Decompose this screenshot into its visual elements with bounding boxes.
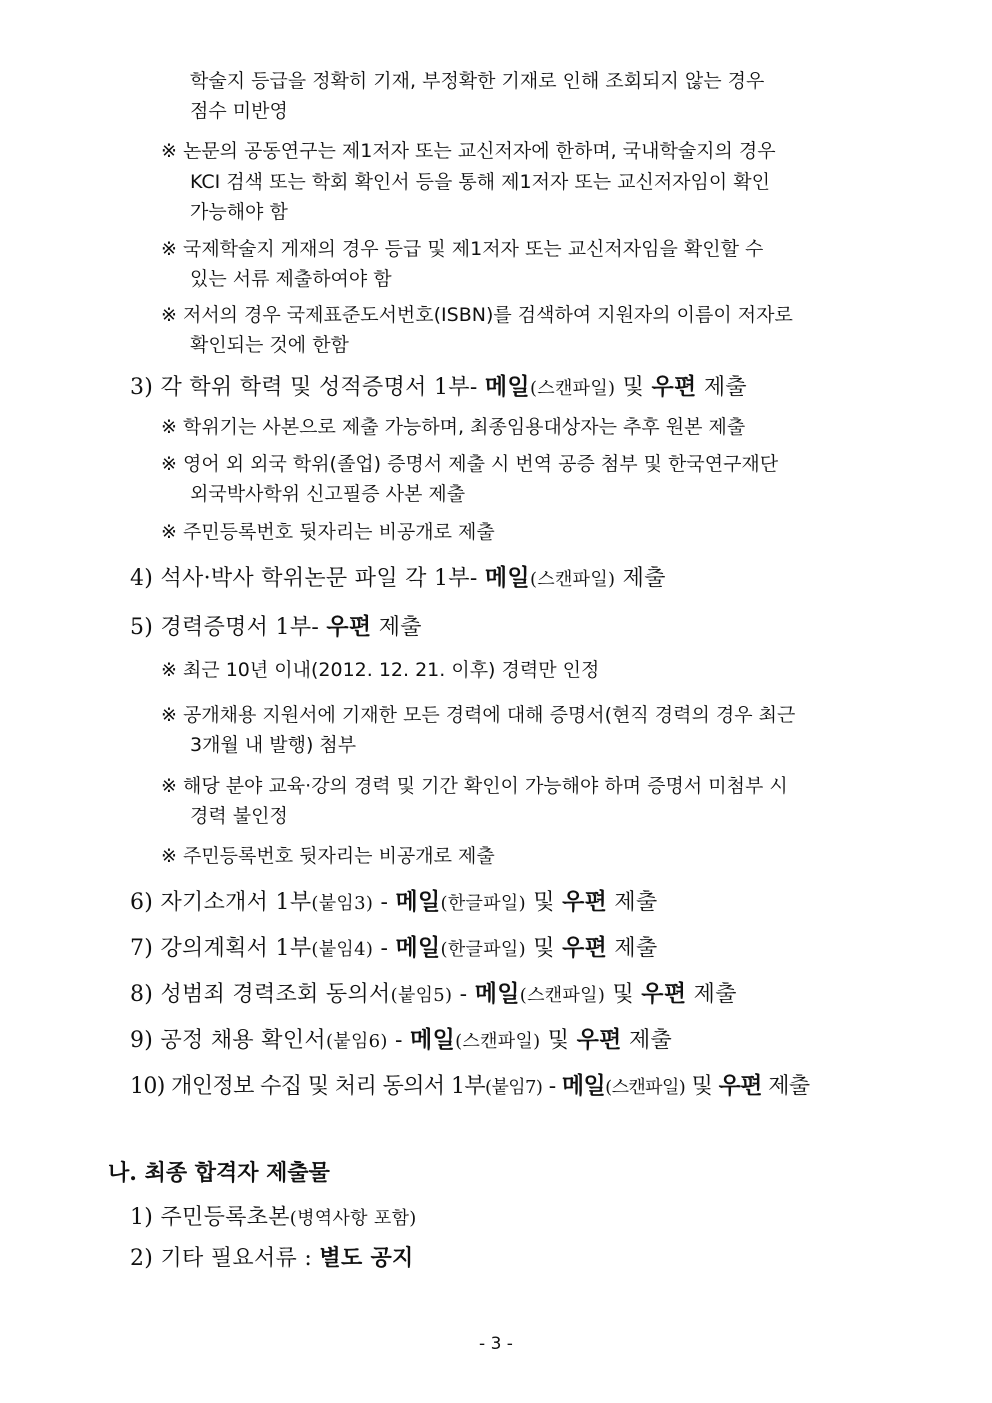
item-6-self-introduction: 6) 자기소개서 1부(붙임3) - 메일(한글파일) 및 우편 제출 (130, 888, 658, 915)
file-type-note: (한글파일) (440, 939, 526, 960)
item-5-career-certificate: 5) 경력증명서 1부- 우편 제출 (130, 613, 422, 640)
note-resident-number: ※ 주민등록번호 뒷자리는 비공개로 제출 (161, 521, 495, 543)
item-text: 3) 각 학위 학력 및 성적증명서 1부- (130, 375, 485, 400)
note-foreign-degree: 외국박사학위 신고필증 사본 제출 (190, 483, 466, 505)
item-text: 4) 석사·박사 학위논문 파일 각 1부- (130, 566, 485, 591)
item-7-lecture-plan: 7) 강의계획서 1부(붙임4) - 메일(한글파일) 및 우편 제출 (130, 934, 658, 961)
note-international-journal: ※ 국제학술지 게재의 경우 등급 및 제1저자 또는 교신저자임을 확인할 수 (161, 238, 764, 260)
item-9-fair-hiring: 9) 공정 채용 확인서(붙임6) - 메일(스캔파일) 및 우편 제출 (130, 1026, 673, 1053)
continued-text-line: 점수 미반영 (190, 100, 288, 122)
note-foreign-degree: ※ 영어 외 외국 학위(졸업) 증명서 제출 시 번역 공증 첨부 및 한국연구재단 (161, 453, 779, 475)
mail-label: 메일 (484, 373, 530, 400)
note-book-isbn: ※ 저서의 경우 국제표준도서번호(ISBN)를 검색하여 지원자의 이름이 저자로 (161, 304, 793, 326)
item-text: 2) 기타 필요서류 : (130, 1246, 320, 1271)
separate-notice: 별도 공지 (319, 1245, 414, 1271)
file-type-note: (스캔파일) (605, 1077, 686, 1098)
attachment-note: (붙임6) (325, 1031, 388, 1052)
note-teaching-career: ※ 해당 분야 교육·강의 경력 및 기간 확인이 가능해야 하며 증명서 미첨부 시 (161, 775, 788, 797)
post-label: 우편 (718, 1072, 762, 1099)
note-degree-copy: ※ 학위기는 사본으로 제출 가능하며, 최종임용대상자는 추후 원본 제출 (161, 416, 746, 438)
item-text: 5) 경력증명서 1부- (130, 615, 327, 640)
note-career-proof: 3개월 내 발행) 첨부 (190, 734, 357, 756)
mail-label: 메일 (410, 1026, 456, 1053)
attachment-note: (붙임3) (311, 893, 374, 914)
page-number: - 3 - (479, 1334, 513, 1354)
continued-text-line: 학술지 등급을 정확히 기재, 부정확한 기재로 인해 조회되지 않는 경우 (190, 70, 765, 92)
post-label: 우편 (651, 373, 697, 400)
item-3-degree-certificate: 3) 각 학위 학력 및 성적증명서 1부- 메일(스캔파일) 및 우편 제출 (130, 373, 747, 400)
item-text: 6) 자기소개서 1부 (130, 890, 312, 915)
item-text: 7) 강의계획서 1부 (130, 936, 312, 961)
mail-label: 메일 (395, 888, 441, 915)
attachment-note: (붙임7) (485, 1077, 543, 1098)
mail-label: 메일 (561, 1072, 606, 1099)
post-label: 우편 (562, 888, 608, 915)
note-teaching-career: 경력 불인정 (190, 805, 288, 827)
item-note: (병역사항 포함) (289, 1208, 417, 1229)
item-4-thesis-file: 4) 석사·박사 학위논문 파일 각 1부- 메일(스캔파일) 제출 (130, 564, 666, 591)
section-heading: 나. 최종 합격자 제출물 (108, 1160, 330, 1186)
post-label: 우편 (562, 934, 608, 961)
note-book-isbn: 확인되는 것에 한함 (190, 334, 349, 356)
item-text: 9) 공정 채용 확인서 (130, 1028, 326, 1053)
note-coauthor: 가능해야 함 (190, 201, 288, 223)
file-type-note: (스캔파일) (529, 569, 616, 590)
post-label: 우편 (641, 980, 687, 1007)
note-career-period: ※ 최근 10년 이내(2012. 12. 21. 이후) 경력만 인정 (161, 659, 600, 681)
attachment-note: (붙임4) (311, 939, 374, 960)
item-text: 8) 성범죄 경력조회 동의서 (130, 982, 391, 1007)
mail-label: 메일 (395, 934, 441, 961)
final-item-2 (130, 1245, 414, 1272)
file-type-note: (스캔파일) (529, 378, 616, 399)
note-coauthor: ※ 논문의 공동연구는 제1저자 또는 교신저자에 한하며, 국내학술지의 경우 (161, 140, 776, 162)
mail-label: 메일 (474, 980, 520, 1007)
post-label: 우편 (576, 1026, 622, 1053)
note-career-proof: ※ 공개채용 지원서에 기재한 모든 경력에 대해 증명서(현직 경력의 경우 최근 (161, 704, 796, 726)
mail-label: 메일 (484, 564, 530, 591)
note-international-journal: 있는 서류 제출하여야 함 (190, 268, 392, 290)
file-type-note: (스캔파일) (455, 1031, 541, 1052)
attachment-note: (붙임5) (390, 985, 453, 1006)
file-type-note: (한글파일) (440, 893, 526, 914)
item-text: 1) 주민등록초본 (130, 1205, 290, 1230)
final-item-1 (130, 1205, 417, 1231)
item-10-privacy-consent: 10) 개인정보 수집 및 처리 동의서 1부(붙임7) - 메일(스캔파일) 및 우편 제출 (130, 1072, 810, 1099)
note-resident-number: ※ 주민등록번호 뒷자리는 비공개로 제출 (161, 845, 495, 867)
note-coauthor: KCI 검색 또는 학회 확인서 등을 통해 제1저자 또는 교신저자임이 확인 (190, 171, 770, 193)
item-8-sex-crime-consent: 8) 성범죄 경력조회 동의서(붙임5) - 메일(스캔파일) 및 우편 제출 (130, 980, 737, 1007)
file-type-note: (스캔파일) (519, 985, 606, 1006)
item-text: 10) 개인정보 수집 및 처리 동의서 1부 (130, 1074, 486, 1099)
post-label: 우편 (326, 613, 372, 640)
